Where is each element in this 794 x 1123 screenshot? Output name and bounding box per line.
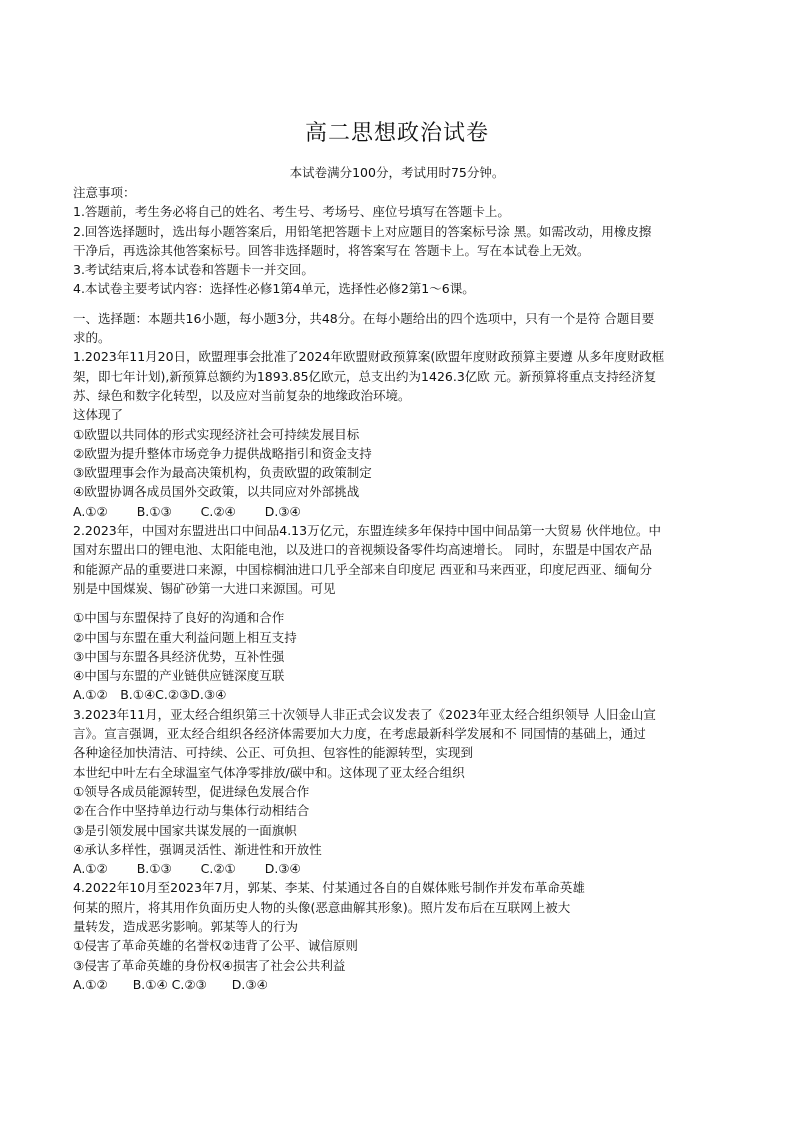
question-3-choices: A.①② B.①③ C.②① D.③④ (73, 861, 301, 877)
question-3-text: 3.2023年11月，亚太经合组织第三十次领导人非正式会议发表了《2023年亚太经合组织领导 人旧金山宣 (73, 706, 656, 722)
section-heading: 求的。 (73, 330, 111, 346)
question-1-option: ①欧盟以共同体的形式实现经济社会可持续发展目标 (73, 426, 360, 442)
question-4-option: ③侵害了革命英雄的身份权④损害了社会公共利益 (73, 957, 346, 973)
question-1-text: 架，即七年计划),新预算总额约为1893.85亿欧元，总支出约为1426.3亿欧 元。新预算将重点支持经济复 (73, 368, 657, 384)
notice-line: 4.本试卷主要考试内容：选择性必修1第4单元，选择性必修2第1～6课。 (73, 281, 475, 297)
question-1-option: ④欧盟协调各成员国外交政策，以共同应对外部挑战 (73, 484, 360, 500)
page-title: 高二思想政治试卷 (304, 121, 489, 146)
question-2-text: 国对东盟出口的锂电池、太阳能电池，以及进口的音视频设备零件均高速增长。 同时，东盟是中国农产品 (73, 542, 652, 558)
notice-heading: 注意事项： (73, 185, 136, 200)
question-2-text: 和能源产品的重要进口来源，中国棕榈油进口几乎全部来自印度尼 西亚和马来西亚，印度尼西亚、缅甸分 (73, 561, 652, 577)
question-4-choices: A.①② B.①④ C.②③ D.③④ (73, 976, 268, 992)
question-3-option: ④承认多样性，强调灵活性、渐进性和开放性 (73, 841, 322, 857)
question-4-option: ①侵害了革命英雄的名誉权②违背了公平、诚信原则 (73, 938, 358, 954)
question-3-option: ③是引领发展中国家共谋发展的一面旗帜 (73, 822, 297, 838)
question-1-text: 这体现了 (73, 407, 124, 423)
notice-line: 干净后，再选涂其他答案标号。回答非选择题时，将答案写在 答题卡上。写在本试卷上无效。 (73, 242, 590, 258)
question-2-option: ②中国与东盟在重大利益问题上相互支持 (73, 629, 297, 645)
notice-line: 3.考试结束后,将本试卷和答题卡一并交回。 (73, 262, 314, 278)
question-1-text: 1.2023年11月20日，欧盟理事会批准了2024年欧盟财政预算案(欧盟年度财政预算主要遵 从多年度财政框 (73, 349, 665, 365)
question-4-text: 量转发，造成恶劣影响。郭某等人的行为 (73, 918, 299, 934)
question-3-option: ①领导各成员能源转型，促进绿色发展合作 (73, 783, 310, 799)
question-2-option: ①中国与东盟保持了良好的沟通和合作 (73, 610, 285, 626)
question-3-text: 各种途径加快清洁、可持续、公正、可负担、包容性的能源转型，实现到 (73, 745, 474, 761)
question-3-text: 本世纪中叶左右全球温室气体净零排放/碳中和。这体现了亚太经合组织 (73, 764, 465, 780)
question-2-choices: A.①② B.①④C.②③D.③④ (73, 687, 227, 703)
question-1-option: ②欧盟为提升整体市场竞争力提供战略指引和资金支持 (73, 445, 372, 461)
question-2-option: ④中国与东盟的产业链供应链深度互联 (73, 668, 285, 684)
question-4-text: 4.2022年10月至2023年7月，郭某、李某、付某通过各自的自媒体账号制作并发布革命英雄 (73, 880, 585, 896)
question-1-text: 苏、绿色和数字化转型，以及应对当前复杂的地缘政治环境。 (73, 387, 411, 403)
question-1-choices: A.①② B.①③ C.②④ D.③④ (73, 503, 301, 519)
question-4-text: 何某的照片，将其用作负面历史人物的头像(恶意曲解其形象)。照片发布后在互联网上被大 (73, 899, 571, 915)
question-2-text: 别是中国煤炭、锡矿砂第一大进口来源国。可见 (73, 580, 336, 596)
question-1-option: ③欧盟理事会作为最高决策机构，负责欧盟的政策制定 (73, 465, 372, 481)
exam-content (73, 183, 725, 994)
notice-line: 1.答题前，考生务必将自己的姓名、考生号、考场号、座位号填写在答题卡上。 (73, 204, 510, 220)
section-heading: 一、选择题：本题共16小题，每小题3分，共48分。在每小题给出的四个选项中，只有一个是符 合题目要 (73, 310, 655, 326)
question-3-option: ②在合作中坚持单边行动与集体行动相结合 (73, 803, 310, 819)
exam-info: 本试卷满分100分，考试用时75分钟。 (289, 165, 505, 180)
notice-line: 2.回答选择题时，选出每小题答案后，用铅笔把答题卡上对应题目的答案标号涂 黑。如需改动，用橡皮擦 (73, 223, 652, 239)
question-2-option: ③中国与东盟各具经济优势，互补性强 (73, 648, 285, 664)
question-3-text: 言》。宣言强调，亚太经合组织各经济体需要加大力度，在考虑最新科学发展和不 同国情的基础上，通过 (73, 726, 646, 742)
question-2-text: 2.2023年，中国对东盟进出口中间品4.13万亿元，东盟连续多年保持中国中间品第一大贸易 伙伴地位。中 (73, 523, 662, 539)
